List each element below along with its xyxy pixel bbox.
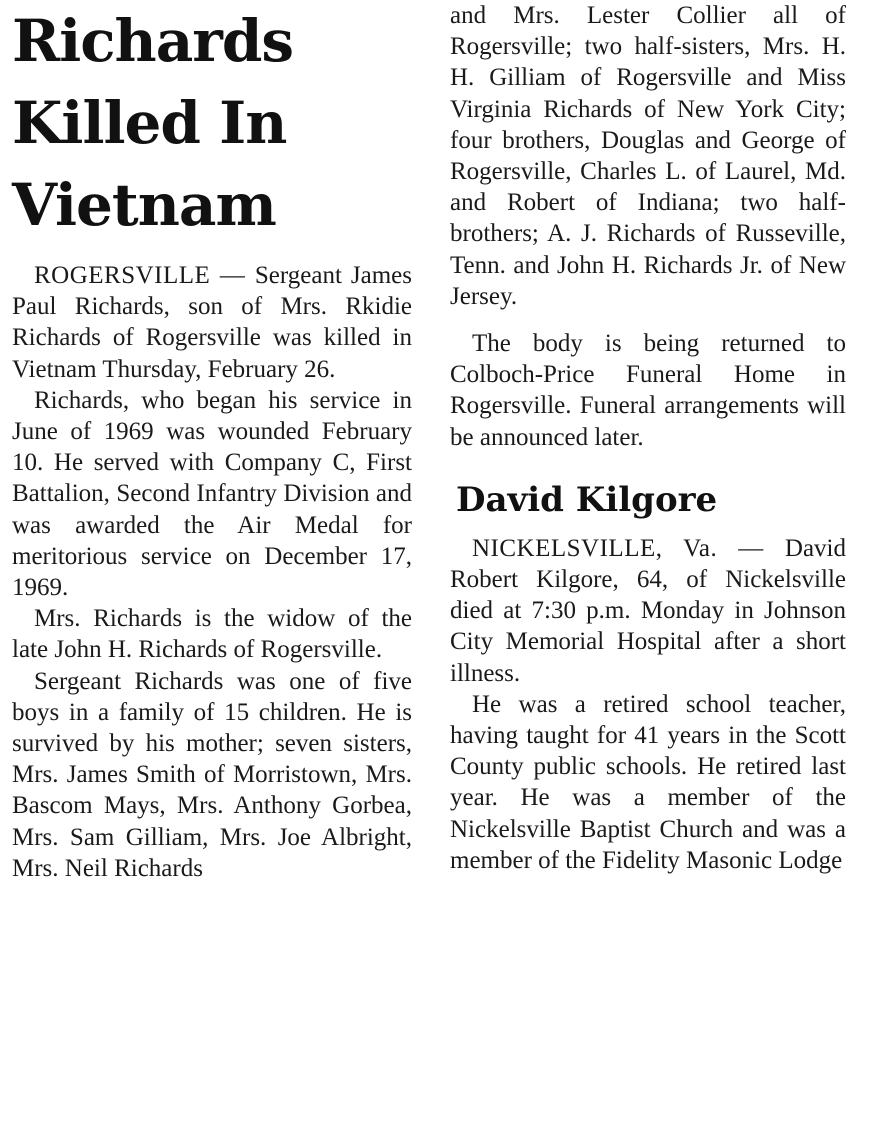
- kilgore-dateline: NICKELSVILLE, Va. —: [472, 534, 785, 562]
- richards-paragraph-3: Mrs. Richards is the widow of the late John H. Richards of Rogersville.: [12, 605, 412, 664]
- richards-paragraph-2: Richards, who began his service in June of 1969 was wounded February 10. He served with Company C, First Battalion, Second Infantry Division and was awarded the Air Medal for meritorious service on December 17, 1969.: [12, 386, 412, 602]
- kilgore-p1-text: David Robert Kilgore, 64, of Nickelsville died at 7:30 p.m. Monday in Johnson City Memorial Hospital after a short illness.: [450, 534, 846, 687]
- headline-line: Killed In: [12, 89, 287, 157]
- richards-p1-text: Sergeant James Paul Richards, son of Mrs. Rkidie Richards of Rogersville was killed in Vietnam Thursday, February 26.: [12, 262, 413, 383]
- richards-paragraph-5: The body is being returned to Colboch-Price Funeral Home in Rogersville. Funeral arrangements will be announced later.: [450, 330, 846, 451]
- kilgore-paragraph-2: He was a retired school teacher, having taught for 41 years in the Scott County public schools. He retired last year. He was a member of the Nickelsville Baptist Church and was a member of the Fidelity Masonic Lodge: [450, 690, 846, 874]
- kilgore-paragraph-1: [450, 533, 846, 689]
- headline-line: Richards: [12, 7, 294, 75]
- richards-paragraph-1: [12, 260, 412, 385]
- richards-story: [12, 260, 412, 884]
- richards-paragraph-4: Sergeant Richards was one of five boys in a family of 15 children. He is survived by his mother; seven sisters, Mrs. James Smith of Morristown, Mrs. Bascom Mays, Mrs. Anthony Gorbea, Mrs. Sam Gilliam, Mrs. Joe Albright, Mrs. Neil Richards: [12, 667, 412, 882]
- headline-line: Vietnam: [12, 171, 276, 239]
- richards-paragraph-4-continued: and Mrs. Lester Collier all of Rogersville; two half-sisters, Mrs. H. H. Gilliam of Rogersville and Miss Virginia Richards of New York City; four brothers, Douglas and George of Rogersville, Charles L. of Laurel, Md. and Robert of Indiana; two half-brothers; A. J. Richards of Russeville, Tenn. and John H. Richards Jr. of New Jersey.: [450, 2, 846, 310]
- left-column: [12, 0, 412, 884]
- richards-dateline: ROGERSVILLE —: [34, 262, 255, 289]
- richards-headline: [12, 0, 412, 246]
- kilgore-headline: David Kilgore: [456, 479, 718, 520]
- kilgore-story: [450, 533, 846, 876]
- richards-story-continued: [450, 0, 846, 453]
- right-column: [450, 0, 846, 876]
